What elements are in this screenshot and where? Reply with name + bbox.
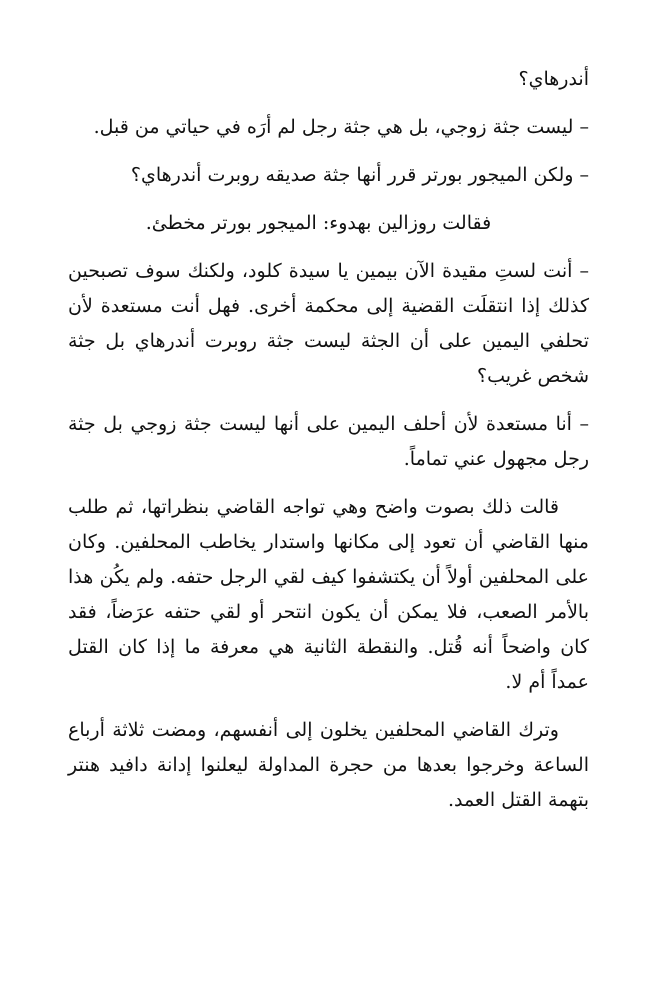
paragraph-4: فقالت روزالين بهدوء: الميجور بورتر مخطئ. (145, 212, 492, 234)
paragraph-5: – أنت لستِ مقيدة الآن بيمين يا سيدة كلود، ولكنك سوف تصبحين كذلك إذا انتقلَت القضية إلى محكمة أخرى. فهل أنت مستعدة لأن تحلفي اليمين على أن الجثة ليست جثة روبرت أندرهاي بل جثة شخص غريب؟ (68, 260, 589, 387)
paragraph-1: أندرهاي؟ (518, 68, 589, 90)
paragraph-6: – أنا مستعدة لأن أحلف اليمين على أنها ليست جثة زوجي بل جثة رجل مجهول عني تماماً. (68, 413, 589, 470)
paragraph-8: وترك القاضي المحلفين يخلون إلى أنفسهم، ومضت ثلاثة أرباع الساعة وخرجوا بعدها من حجرة المداولة ليعلنوا إدانة دافيد هنتر بتهمة القتل العمد. (68, 719, 589, 811)
paragraph-2: – ليست جثة زوجي، بل هي جثة رجل لم أرَه في حياتي من قبل. (93, 116, 589, 138)
paragraph-7: قالت ذلك بصوت واضح وهي تواجه القاضي بنظراتها، ثم طلب منها القاضي أن تعود إلى مكانها واستدار يخاطب المحلفين. وكان على المحلفين أولاً أن يكتشفوا كيف لقي الرجل حتفه. ولم يكُن هذا بالأمر الصعب، فلا يمكن أن يكون انتحر أو لقي حتفه عرَضاً، فقد كان واضحاً أنه قُتل. والنقطة الثانية هي معرفة ما إذا كان القتل عمداً أم لا. (68, 496, 589, 693)
paragraph-3: – ولكن الميجور بورتر قرر أنها جثة صديقه روبرت أندرهاي؟ (130, 164, 589, 186)
